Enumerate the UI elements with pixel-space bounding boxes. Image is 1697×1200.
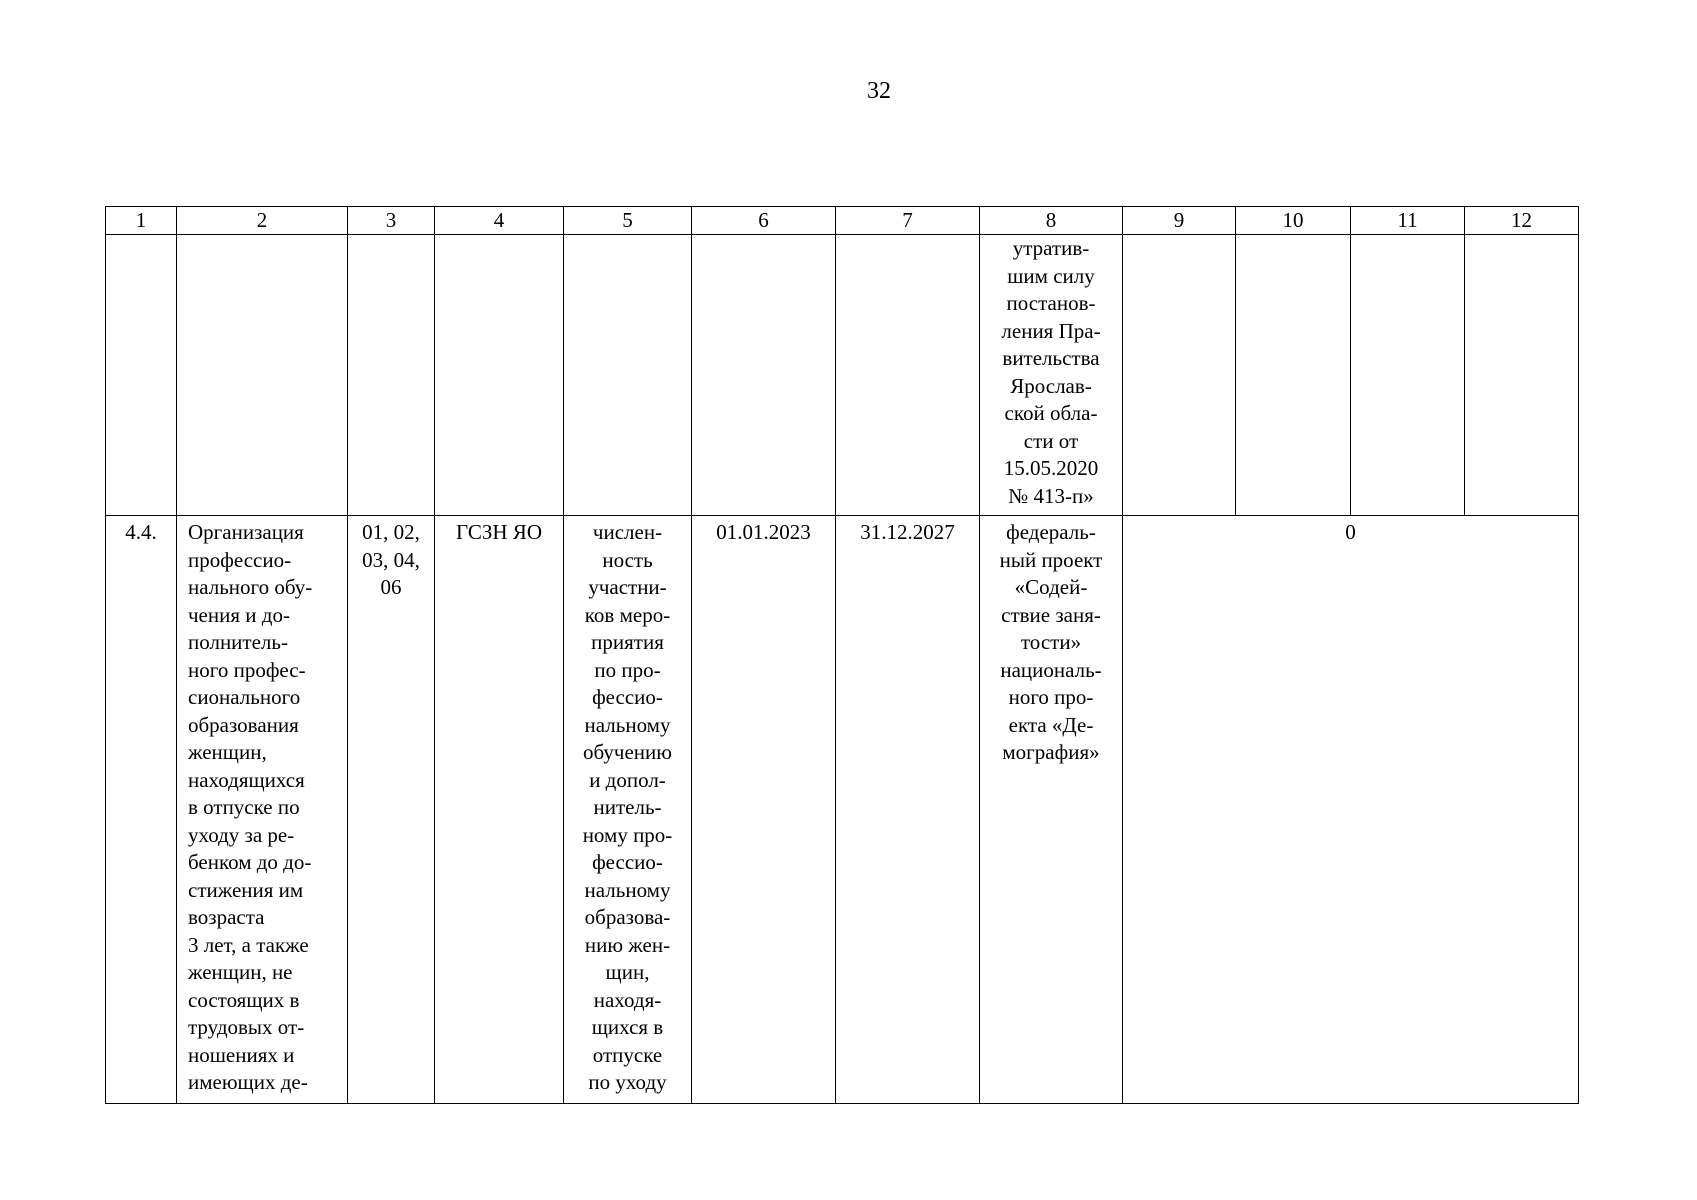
table-cell-end-date: 31.12.2027 xyxy=(836,516,980,1104)
table-cell-project-continuation: утратив- шим силу постанов- ления Пра- вительства Ярослав- ской обла- сти от 15.05.2020 № 413-п» xyxy=(980,235,1123,516)
table-cell-indicator: числен- ность участни- ков меро- приятия по про- фессио- нальному обучению и допол- нитель- ному про- фессио- нальному образова- нию жен- щин, находя- щихся в отпуске по уходу xyxy=(564,516,692,1104)
table-cell-financing: 0 xyxy=(1123,516,1579,1104)
table-cell-number: 4.4. xyxy=(106,516,177,1104)
table-cell-empty xyxy=(435,235,564,516)
table-cell-empty xyxy=(1123,235,1236,516)
column-number-header: 10 xyxy=(1236,207,1351,235)
table-cell-empty xyxy=(348,235,435,516)
table-row-continuation xyxy=(106,235,1579,516)
column-number-row xyxy=(106,207,1579,235)
page-number: 32 xyxy=(867,78,891,104)
table-cell-empty xyxy=(177,235,348,516)
table-cell-empty xyxy=(1465,235,1579,516)
column-number-header: 4 xyxy=(435,207,564,235)
table-cell-activity-name: Организация профессио- нального обу- чения и до- полнитель- ного профес- сионального образования женщин, находящихся в отпуске по уходу за ре- бенком до до- стижения им возраста 3 лет, а также женщин, не состоящих в трудовых от- ношениях и имеющих де- xyxy=(177,516,348,1104)
table-cell-start-date: 01.01.2023 xyxy=(692,516,836,1104)
table-row-4-4 xyxy=(106,516,1579,1104)
column-number-header: 2 xyxy=(177,207,348,235)
column-number-header: 11 xyxy=(1351,207,1465,235)
column-number-header: 7 xyxy=(836,207,980,235)
column-number-header: 9 xyxy=(1123,207,1236,235)
table-cell-empty xyxy=(564,235,692,516)
column-number-header: 8 xyxy=(980,207,1123,235)
table-cell-empty xyxy=(106,235,177,516)
column-number-header: 6 xyxy=(692,207,836,235)
table-cell-empty xyxy=(836,235,980,516)
column-number-header: 5 xyxy=(564,207,692,235)
column-number-header: 3 xyxy=(348,207,435,235)
table-cell-empty xyxy=(1351,235,1465,516)
table-cell-project: федераль- ный проект «Содей- ствие заня- тости» националь- ного про- екта «Де- мография» xyxy=(980,516,1123,1104)
column-number-header: 12 xyxy=(1465,207,1579,235)
table-cell-executor: ГСЗН ЯО xyxy=(435,516,564,1104)
program-activities-table xyxy=(105,206,1579,1104)
table-cell-empty xyxy=(692,235,836,516)
table-cell-empty xyxy=(1236,235,1351,516)
column-number-header: 1 xyxy=(106,207,177,235)
table-cell-codes: 01, 02, 03, 04, 06 xyxy=(348,516,435,1104)
